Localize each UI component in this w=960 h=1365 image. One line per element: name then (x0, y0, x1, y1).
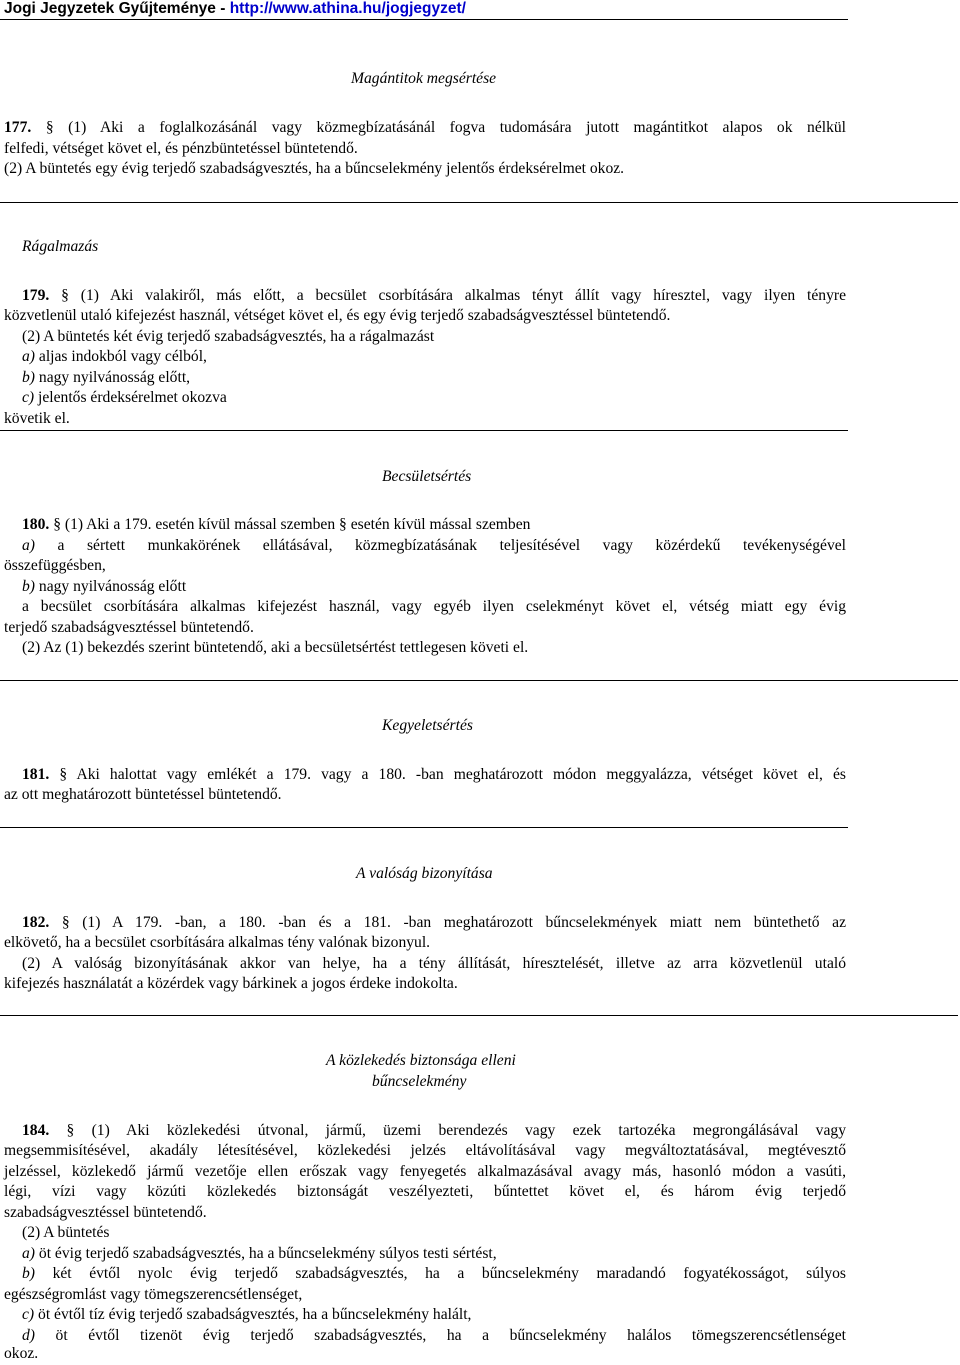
section-number: 181. (22, 766, 50, 783)
paragraph-line (4, 1223, 846, 1244)
list-item (4, 536, 846, 557)
paragraph-line (4, 597, 846, 618)
list-item (4, 368, 846, 389)
paragraph-line: légi, vízi vagy közúti közlekedés biztonságát veszélyezteti, bűntettet követ el, és három évig terjedő (4, 1183, 846, 1200)
text: jelentős érdeksérelmet okozva (34, 389, 227, 406)
section-title-181: Kegyeletsértés (382, 717, 473, 734)
paragraph-line: felfedi, vétséget követ el, és pénzbüntetéssel büntetendő. (4, 140, 358, 157)
paragraph-line: okoz. (4, 1345, 39, 1362)
list-marker: a) (22, 537, 35, 554)
header-divider (0, 19, 848, 20)
paragraph-line: 180. § (1) Aki a 179. esetén kívül mással szemben § esetén kívül mással szemben (22, 516, 531, 533)
text: (2) A büntetés (22, 1224, 110, 1241)
paragraph-line: 179. § (1) Aki valakiről, más előtt, a becsület csorbítására alkalmas tényt állít vagy híresztel, vagy ilyen tényre (22, 287, 846, 304)
text: (1) Aki valakiről, más előtt, a becsület csorbítására alkalmas tényt állít vagy híresztel, vagy ilyen tényre (80, 287, 846, 304)
paragraph-line: egészségromlást vagy tömegszerencsétlenséget, (4, 1286, 303, 1303)
text: (1) Aki a 179. esetén kívül mással szemben (64, 516, 336, 533)
text: két évtől nyolc évig terjedő szabadságvesztés, ha a bűncselekmény maradandó fogyatékosságot, súlyos (35, 1265, 846, 1282)
section-number: 182. (22, 914, 50, 931)
list-item (4, 347, 846, 368)
text: öt évtől tizenöt évig terjedő szabadságvesztés, ha a bűncselekmény halálos tömegszerencsétlenséget (35, 1327, 846, 1344)
section-title-180: Becsületsértés (382, 468, 472, 485)
paragraph-line (4, 327, 846, 348)
paragraph-line: szabadságvesztéssel büntetendő. (4, 1204, 207, 1221)
list-marker: b) (22, 578, 35, 595)
section-divider (0, 430, 848, 431)
list-item (4, 1305, 846, 1326)
text: a sértett munkakörének ellátásával, közmegbízatásának teljesítésével vagy közérdekű tevékenységével (35, 537, 846, 554)
text: öt évig terjedő szabadságvesztés, ha a bűncselekmény súlyos testi sértést, (35, 1245, 497, 1262)
paragraph-line: megsemmisítésével, akadály létesítésével, közlekedési jelzés eltávolításával vagy megváltoztatásával, megtévesztő (4, 1142, 846, 1159)
paragraph-line (4, 638, 846, 659)
paragraph-line: követik el. (4, 410, 70, 427)
list-marker: d) (22, 1327, 35, 1344)
section-title-182: A valóság bizonyítása (356, 865, 493, 882)
text: Aki halottat vagy emlékét a 179. vagy a 180. -ban meghatározott módon meggyalázza, vétséget követ el, és (76, 766, 846, 783)
text: (1) Aki a foglalkozásánál vagy közmegbízatásánál fogva tudomására jutott magántitkot alapos ok nélkül (68, 119, 846, 136)
paragraph-line: elkövető, ha a becsület csorbítására alkalmas tény valónak bizonyul. (4, 934, 431, 951)
list-marker: a) (22, 1245, 35, 1262)
paragraph-line: terjedő szabadságvesztéssel büntetendő. (4, 619, 254, 636)
paragraph-line: kifejezés használatát a közérdek vagy bárkinek a jogos érdeke indokolta. (4, 975, 458, 992)
paragraph-line: 181. § Aki halottat vagy emlékét a 179. vagy a 180. -ban meghatározott módon meggyalázza, vétséget követ el, és (22, 766, 846, 783)
section-divider (0, 202, 958, 203)
list-marker: a) (22, 348, 35, 365)
section-number: 184. (22, 1122, 50, 1139)
section-title-179: Rágalmazás (22, 238, 99, 255)
list-marker: c) (22, 1306, 35, 1323)
section-number: 180. (22, 516, 50, 533)
header-title: Jogi Jegyzetek Gyűjteménye - (4, 0, 230, 17)
paragraph-line: az ott meghatározott büntetéssel büntetendő. (4, 786, 282, 803)
text: (2) A büntetés két évig terjedő szabadságvesztés, ha a rágalmazást (22, 328, 435, 345)
text: nagy nyilvánosság előtt (35, 578, 187, 595)
section-divider (0, 1015, 958, 1016)
list-marker: b) (22, 1265, 35, 1282)
text: (1) Aki közlekedési útvonal, jármű, üzemi berendezés vagy ezek tartozéka megrongálásával vagy (91, 1122, 846, 1139)
list-item (4, 577, 846, 598)
section-number: 177. (4, 119, 32, 136)
text: öt évtől tíz évig terjedő szabadságvesztés, ha a bűncselekmény halált, (34, 1306, 472, 1323)
text: aljas indokból vagy célból, (35, 348, 207, 365)
paragraph-line: 177. § (1) Aki a foglalkozásánál vagy közmegbízatásánál fogva tudomására jutott magántitkot alapos ok nélkül (4, 119, 846, 136)
text: (2) Az (1) bekezdés szerint büntetendő, aki a becsületsértést tettlegesen követi el. (22, 639, 529, 656)
paragraph-line: (2) A büntetés egy évig terjedő szabadságvesztés, ha a bűncselekmény jelentős érdeksérelmet okoz. (4, 160, 625, 177)
paragraph-line: összefüggésben, (4, 557, 106, 574)
text: a becsület csorbítására alkalmas kifejezést használ, vagy egyéb ilyen cselekményt követ el, vétség miatt egy évig (22, 598, 846, 615)
list-item (4, 1264, 846, 1285)
section-divider (0, 827, 848, 828)
section-title-177: Magántitok megsértése (351, 70, 497, 87)
header-link[interactable]: http://www.athina.hu/jogjegyzet/ (229, 0, 466, 17)
paragraph-line: 182. § (1) A 179. -ban, a 180. -ban és a 181. -ban meghatározott bűncselekmények miatt nem büntethető az (22, 914, 846, 931)
section-divider (0, 680, 958, 681)
paragraph-line (4, 954, 846, 975)
text: nagy nyilvánosság előtt, (35, 369, 191, 386)
page-header (4, 0, 466, 18)
text: (1) A 179. -ban, a 180. -ban és a 181. -ban meghatározott bűncselekmények miatt nem büntethető az (82, 914, 846, 931)
section-title-184: A közlekedés biztonsága elleni (326, 1052, 516, 1069)
list-item (4, 1244, 846, 1265)
text: (2) A valóság bizonyításának akkor van helye, ha a tény állítását, híresztelését, illetve az arra közvetlenül utaló (22, 955, 846, 972)
list-marker: b) (22, 369, 35, 386)
paragraph-line: 184. § (1) Aki közlekedési útvonal, jármű, üzemi berendezés vagy ezek tartozéka megrongálásával vagy (22, 1122, 846, 1139)
paragraph-line: jelzéssel, közlekedő jármű vezetője ellen erőszak vagy fenyegetés alkalmazásával avagy más, hasonló módon a vasúti, (4, 1163, 846, 1180)
list-item (4, 388, 846, 409)
section-number: 179. (22, 287, 50, 304)
list-marker: c) (22, 389, 35, 406)
section-title-184-line2: bűncselekmény (372, 1073, 467, 1090)
paragraph-line: közvetlenül utaló kifejezést használ, vétséget követ el, és egy évig terjedő szabadságvesztéssel büntetendő. (4, 307, 671, 324)
